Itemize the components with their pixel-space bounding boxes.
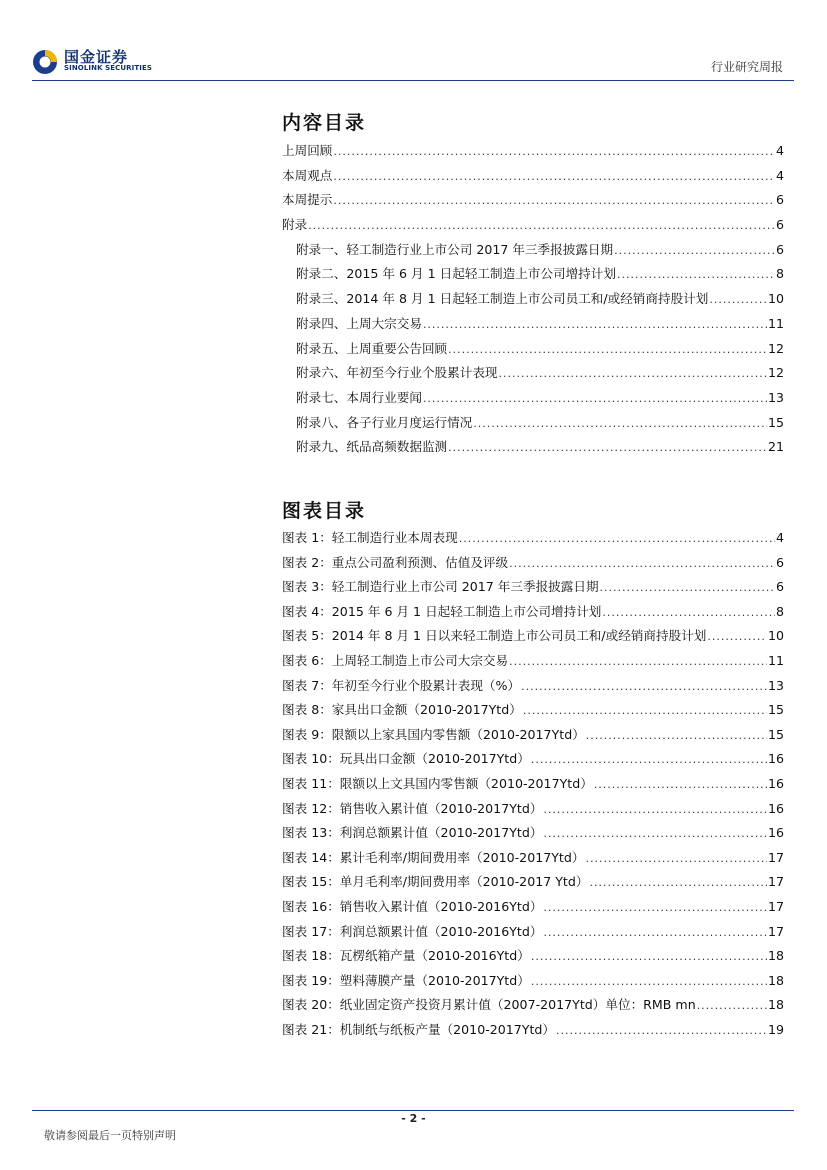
dot-leader xyxy=(459,533,775,544)
dot-leader xyxy=(707,631,767,642)
toc-page-number[interactable]: 15 xyxy=(767,414,784,430)
contents-title: 内容目录 xyxy=(282,112,367,134)
figure-entry[interactable] xyxy=(282,896,784,921)
toc-page-number[interactable]: 13 xyxy=(767,677,784,693)
figure-entry[interactable] xyxy=(282,970,784,995)
dot-leader xyxy=(531,754,767,765)
toc-page-number[interactable]: 6 xyxy=(775,554,784,570)
figure-entry[interactable] xyxy=(282,773,784,798)
figure-entry[interactable] xyxy=(282,847,784,872)
report-type-label: 行业研究周报 xyxy=(710,60,783,74)
figure-entry[interactable] xyxy=(282,822,784,847)
toc-entry-label[interactable]: 附录六、年初至今行业个股累计表现 xyxy=(296,365,498,381)
toc-entry-label[interactable]: 图表 3：轻工制造行业上市公司 2017 年三季报披露日期 xyxy=(282,579,599,595)
header-divider xyxy=(32,80,794,81)
dot-leader xyxy=(585,853,767,864)
toc-entry-label[interactable]: 附录一、轻工制造行业上市公司 2017 年三季报披露日期 xyxy=(296,241,614,257)
toc-page-number[interactable]: 4 xyxy=(775,530,784,545)
toc-page-number[interactable]: 18 xyxy=(767,948,784,964)
toc-page-number[interactable]: 17 xyxy=(767,874,784,890)
dot-leader xyxy=(600,582,775,593)
toc-entry-label[interactable]: 附录二、2015 年 6 月 1 日起轻工制造上市公司增持计划 xyxy=(296,266,616,282)
figure-entry[interactable] xyxy=(282,1019,784,1044)
contents-entry[interactable] xyxy=(282,387,784,412)
figures-list xyxy=(282,527,784,1043)
figure-entry[interactable] xyxy=(282,871,784,896)
dot-leader xyxy=(423,393,767,404)
toc-page-number[interactable]: 11 xyxy=(767,315,784,331)
toc-page-number[interactable]: 10 xyxy=(767,291,784,307)
contents-entry[interactable] xyxy=(282,288,784,313)
toc-page-number[interactable]: 17 xyxy=(767,923,784,939)
page-header xyxy=(0,0,827,82)
dot-leader xyxy=(521,681,767,692)
figure-entry[interactable] xyxy=(282,994,784,1019)
toc-page-number[interactable]: 16 xyxy=(767,775,784,791)
dot-leader xyxy=(594,779,767,790)
toc-page-number[interactable]: 6 xyxy=(775,241,784,257)
toc-entry-label[interactable]: 图表 8：家具出口金额（2010-2017Ytd） xyxy=(282,702,522,718)
toc-page-number[interactable]: 11 xyxy=(767,652,784,668)
sinolink-logo-icon xyxy=(32,46,60,76)
figure-entry[interactable] xyxy=(282,724,784,749)
toc-entry-label[interactable]: 图表 4：2015 年 6 月 1 日起轻工制造上市公司增持计划 xyxy=(282,603,602,619)
toc-entry-label[interactable]: 图表 21：机制纸与纸板产量（2010-2017Ytd） xyxy=(282,1021,556,1037)
toc-page-number[interactable]: 16 xyxy=(767,751,784,767)
contents-entry[interactable] xyxy=(282,189,784,214)
figure-entry[interactable] xyxy=(282,601,784,626)
company-logo xyxy=(32,46,152,78)
toc-entry-label[interactable]: 图表 20：纸业固定资产投资月累计值（2007-2017Ytd）单位：RMB mn xyxy=(282,997,696,1013)
toc-entry-label[interactable]: 附录八、各子行业月度运行情况 xyxy=(296,414,473,430)
dot-leader xyxy=(499,368,767,379)
toc-entry-label[interactable]: 图表 13：利润总额累计值（2010-2017Ytd） xyxy=(282,825,543,841)
dot-leader xyxy=(333,171,775,182)
toc-page-number[interactable]: 8 xyxy=(775,603,784,619)
dot-leader xyxy=(448,344,767,355)
figure-entry[interactable] xyxy=(282,527,784,552)
toc-entry-label[interactable]: 附录五、上周重要公告回顾 xyxy=(296,340,448,356)
contents-entry[interactable] xyxy=(282,362,784,387)
toc-page-number[interactable]: 17 xyxy=(767,898,784,914)
dot-leader xyxy=(509,656,767,667)
dot-leader xyxy=(531,951,767,962)
figure-entry[interactable] xyxy=(282,650,784,675)
toc-entry-label[interactable]: 图表 16：销售收入累计值（2010-2016Ytd） xyxy=(282,898,543,914)
contents-entry[interactable] xyxy=(282,140,784,165)
toc-page-number[interactable]: 13 xyxy=(767,389,784,405)
toc-page-number[interactable]: 4 xyxy=(775,143,784,158)
toc-entry-label[interactable]: 附录九、纸品高频数据监测 xyxy=(296,439,448,455)
toc-entry-label[interactable]: 附录四、上周大宗交易 xyxy=(296,315,422,331)
toc-entry-label[interactable]: 图表 5：2014 年 8 月 1 日以来轻工制造上市公司员工和/或经销商持股计划 xyxy=(282,628,707,644)
toc-page-number[interactable]: 6 xyxy=(775,192,784,208)
figure-entry[interactable] xyxy=(282,675,784,700)
toc-page-number[interactable]: 12 xyxy=(767,365,784,381)
figures-title: 图表目录 xyxy=(282,500,367,522)
dot-leader xyxy=(589,877,767,888)
logo-english-name: SINOLINK SECURITIES xyxy=(64,64,152,72)
dot-leader xyxy=(543,902,767,913)
toc-page-number[interactable]: 16 xyxy=(767,800,784,816)
figure-entry[interactable] xyxy=(282,552,784,577)
figure-entry[interactable] xyxy=(282,921,784,946)
toc-page-number[interactable]: 15 xyxy=(767,702,784,718)
dot-leader xyxy=(586,730,767,741)
dot-leader xyxy=(614,245,775,256)
dot-leader xyxy=(531,976,767,987)
dot-leader xyxy=(602,607,775,618)
dot-leader xyxy=(308,220,775,231)
dot-leader xyxy=(333,146,775,157)
contents-list xyxy=(282,140,784,461)
contents-entry[interactable] xyxy=(282,436,784,461)
figure-entry[interactable] xyxy=(282,625,784,650)
toc-page-number[interactable]: 21 xyxy=(767,439,784,455)
toc-page-number[interactable]: 10 xyxy=(767,628,784,644)
disclaimer-text: 敬请参阅最后一页特别声明 xyxy=(44,1129,176,1142)
toc-page-number[interactable]: 19 xyxy=(767,1021,784,1037)
toc-page-number[interactable]: 16 xyxy=(767,825,784,841)
dot-leader xyxy=(473,418,767,429)
contents-entry[interactable] xyxy=(282,239,784,264)
dot-leader xyxy=(543,804,767,815)
toc-entry-label[interactable]: 本周提示 xyxy=(282,192,333,208)
figure-entry[interactable] xyxy=(282,945,784,970)
toc-entry-label[interactable]: 图表 6：上周轻工制造上市公司大宗交易 xyxy=(282,652,509,668)
toc-entry-label[interactable]: 图表 10：玩具出口金额（2010-2017Ytd） xyxy=(282,751,530,767)
dot-leader xyxy=(556,1025,767,1036)
toc-entry-label[interactable]: 附录七、本周行业要闻 xyxy=(296,389,422,405)
figure-entry[interactable] xyxy=(282,699,784,724)
toc-entry-label[interactable]: 附录 xyxy=(282,217,308,233)
logo-chinese-name: 国金证券 xyxy=(64,48,129,66)
contents-entry[interactable] xyxy=(282,412,784,437)
dot-leader xyxy=(697,1000,767,1011)
toc-entry-label[interactable]: 图表 9：限额以上家具国内零售额（2010-2017Ytd） xyxy=(282,726,585,742)
page-number: - 2 - xyxy=(401,1112,426,1125)
toc-page-number[interactable]: 12 xyxy=(767,340,784,356)
toc-entry-label[interactable]: 上周回顾 xyxy=(282,143,333,158)
toc-page-number[interactable]: 6 xyxy=(775,579,784,595)
toc-entry-label[interactable]: 本周观点 xyxy=(282,167,333,183)
dot-leader xyxy=(709,294,767,305)
dot-leader xyxy=(523,705,767,716)
toc-entry-label[interactable]: 图表 12：销售收入累计值（2010-2017Ytd） xyxy=(282,800,543,816)
toc-entry-label[interactable]: 图表 17：利润总额累计值（2010-2016Ytd） xyxy=(282,923,543,939)
toc-entry-label[interactable]: 图表 18：瓦楞纸箱产量（2010-2016Ytd） xyxy=(282,948,530,964)
toc-entry-label[interactable]: 图表 1：轻工制造行业本周表现 xyxy=(282,530,458,545)
contents-entry[interactable] xyxy=(282,165,784,190)
dot-leader xyxy=(509,558,775,569)
toc-entry-label[interactable]: 附录三、2014 年 8 月 1 日起轻工制造上市公司员工和/或经销商持股计划 xyxy=(296,291,709,307)
contents-entry[interactable] xyxy=(282,263,784,288)
figure-entry[interactable] xyxy=(282,798,784,823)
toc-page-number[interactable]: 8 xyxy=(775,266,784,282)
contents-entry[interactable] xyxy=(282,214,784,239)
toc-entry-label[interactable]: 图表 11：限额以上文具国内零售额（2010-2017Ytd） xyxy=(282,775,593,791)
dot-leader xyxy=(617,269,775,280)
toc-entry-label[interactable]: 图表 14：累计毛利率/期间费用率（2010-2017Ytd） xyxy=(282,849,585,865)
figure-entry[interactable] xyxy=(282,748,784,773)
toc-entry-label[interactable]: 图表 15：单月毛利率/期间费用率（2010-2017 Ytd） xyxy=(282,874,589,890)
toc-entry-label[interactable]: 图表 2：重点公司盈利预测、估值及评级 xyxy=(282,554,509,570)
dot-leader xyxy=(543,927,767,938)
dot-leader xyxy=(543,828,767,839)
dot-leader xyxy=(333,195,775,206)
contents-entry[interactable] xyxy=(282,338,784,363)
toc-page-number[interactable]: 15 xyxy=(767,726,784,742)
dot-leader xyxy=(448,442,767,453)
footer-divider xyxy=(32,1110,794,1111)
contents-entry[interactable] xyxy=(282,313,784,338)
toc-page-number[interactable]: 17 xyxy=(767,849,784,865)
dot-leader xyxy=(423,319,767,330)
toc-page-number[interactable]: 18 xyxy=(767,972,784,988)
toc-page-number[interactable]: 4 xyxy=(775,167,784,183)
figure-entry[interactable] xyxy=(282,576,784,601)
toc-entry-label[interactable]: 图表 7：年初至今行业个股累计表现（%） xyxy=(282,677,521,693)
toc-page-number[interactable]: 18 xyxy=(767,997,784,1013)
toc-entry-label[interactable]: 图表 19：塑料薄膜产量（2010-2017Ytd） xyxy=(282,972,530,988)
toc-page-number[interactable]: 6 xyxy=(775,217,784,233)
